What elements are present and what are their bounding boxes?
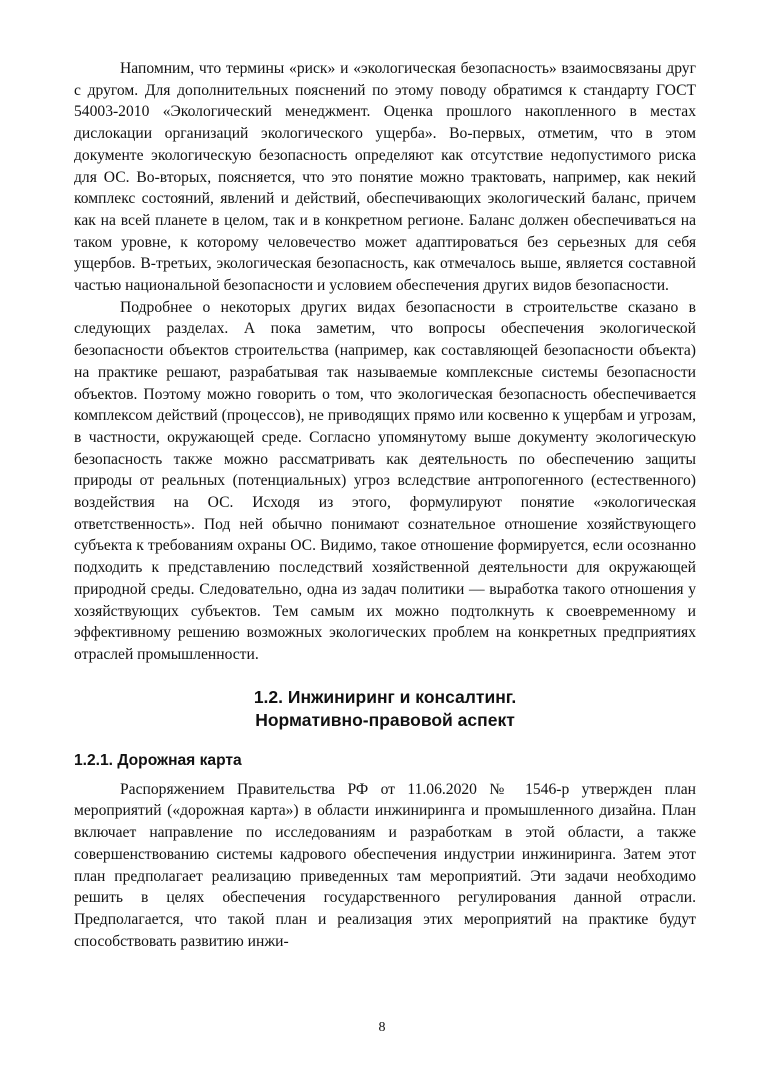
section-heading-line-1: 1.2. Инжиниринг и консалтинг. — [253, 686, 517, 707]
page-number: 8 — [378, 1020, 386, 1035]
body-paragraph-1: Напомним, что термины «риск» и «экологическая безопасность» взаимосвязаны друг с другом. Для дополнительных пояснений по этому поводу обратимся к стандарту ГОСТ 54003-2010 «Экологический менеджмент. Оценка прошлого накопленного в местах дислокации организаций экологического ущерба». Во-первых, отметим, что в этом документе экологическую безопасность определяют как отсутствие недопустимого риска для ОС. Во-вторых, поясняется, что это понятие можно трактовать, например, как некий комплекс состояний, явлений и действий, обеспечивающих экологический баланс, причем как на всей планете в целом, так и в конкретном регионе. Баланс должен обеспечиваться на таком уровне, к которому человечество может адаптироваться без серьезных для себя ущербов. В-третьих, экологическая безопасность, как отмечалось выше, является составной частью национальной безопасности и условием обеспечения других видов безопасности. — [74, 60, 696, 295]
section-heading — [74, 686, 696, 732]
subsection-paragraph: Распоряжением Правительства РФ от 11.06.2020 № 1546-р утвержден план мероприятий («дорожная карта») в области инжиниринга и промышленного дизайна. План включает направление по исследованиям и разработкам в этой области, а также совершенствованию системы кадрового обеспечения индустрии инжиниринга. Затем этот план предполагает реализацию приведенных там мероприятий. Эти задачи необходимо решить в целях обеспечения государственного регулирования данной отрасли. Предполагается, что такой план и реализация этих мероприятий на практике будут способствовать развитию инжи- — [74, 780, 696, 950]
section-heading-line-2: Нормативно-правовой аспект — [255, 709, 515, 730]
page-content — [74, 58, 696, 952]
subsection-heading: 1.2.1. Дорожная карта — [74, 751, 242, 769]
body-paragraph-2: Подробнее о некоторых других видах безопасности в строительстве сказано в следующих разделах. А пока заметим, что вопросы обеспечения экологической безопасности объектов строительства (например, как составляющей безопасности объекта) на практике решают, разрабатывая так называемые комплексные системы безопасности объектов. Поэтому можно говорить о том, что экологическая безопасность обеспечивается комплексом действий (процессов), не приводящих прямо или косвенно к ущербам и угрозам, в частности, окружающей среде. Согласно упомянутому выше документу экологическую безопасность также можно рассматривать как деятельность по обеспечению защиты природы от реальных (потенциальных) угроз вследствие антропогенного (естественного) воздействия на ОС. Исходя из этого, формулируют понятие «экологическая ответственность». Под ней обычно понимают сознательное отношение хозяйствующего субъекта к требованиям охраны ОС. Видимо, такое отношение формируется, если осознанно подходить к представлению последствий хозяйственной деятельности для окружающей природной среды. Следовательно, одна из задач политики — выработка такого отношения у хозяйствующих субъектов. Тем самым их можно подтолкнуть к своевременному и эффективному решению возможных экологических проблем на конкретных предприятиях отраслей промышленности. — [74, 298, 696, 663]
